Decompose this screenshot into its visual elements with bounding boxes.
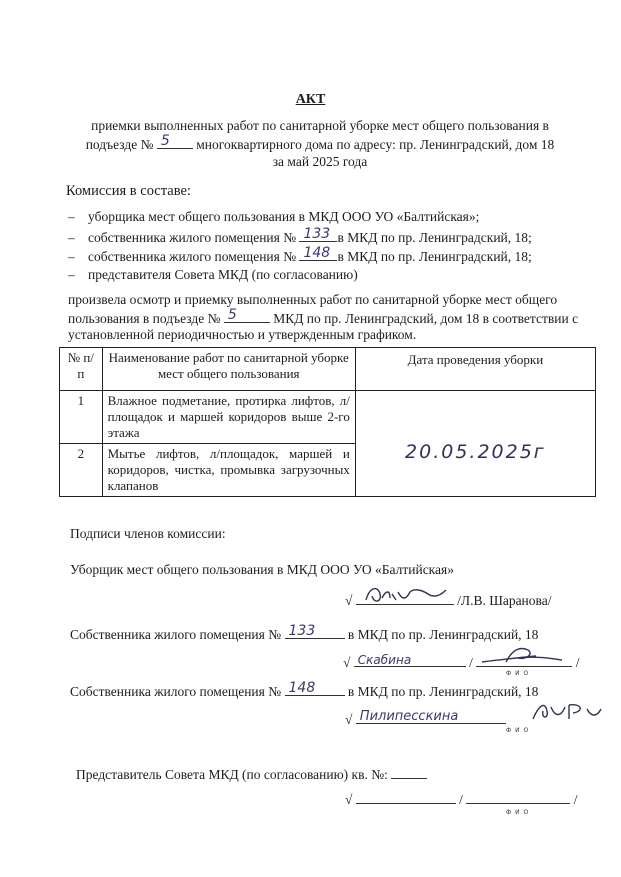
works-table — [59, 347, 596, 497]
owner1-signature-line: √ Скабина / / — [343, 652, 579, 671]
signature-scribble-icon — [356, 584, 454, 606]
commission-member-2 — [68, 226, 532, 246]
owner2-apartment-field — [285, 680, 345, 696]
inspection-address: МКД по пр. Ленинградский, дом 18 в соответствии с — [273, 311, 579, 326]
member-dash: – — [68, 209, 75, 224]
inspection-entrance-handwritten: 5 — [227, 307, 237, 323]
council-label: Представитель Совета МКД (по согласованию) кв. №: — [76, 767, 388, 782]
owner2-name-handwritten: Пилипесскина — [359, 709, 459, 724]
owner1-name-handwritten: Скабина — [357, 653, 412, 667]
owner2-apartment-handwritten: 148 — [288, 680, 316, 696]
council-apartment-field[interactable] — [391, 766, 427, 779]
cleaner-signature-field — [356, 590, 454, 605]
document-title: АКТ — [295, 92, 326, 107]
inspection-entrance-field — [224, 307, 270, 323]
fio-caption: Ф И О — [506, 670, 530, 677]
row-work-name: Мытье лифтов, л/площадок, маршей и коридоров, чистка, промывка загрузочных клапанов — [102, 444, 355, 497]
signatures-heading: Подписи членов комиссии: — [70, 526, 226, 541]
cleaner-signature-line — [345, 590, 551, 609]
check-mark: √ — [343, 655, 351, 670]
fio-caption: Ф И О — [506, 727, 530, 734]
member-label: собственника жилого помещения № — [88, 249, 297, 264]
subtitle-line-2 — [40, 133, 600, 153]
council-name-field[interactable] — [356, 791, 456, 804]
owner1-label: Собственника жилого помещения № — [70, 627, 282, 642]
owner1-name-field — [354, 652, 466, 667]
header-number: № п/п — [60, 348, 103, 391]
table-header-row — [60, 348, 596, 391]
apartment-number-field — [299, 245, 337, 261]
signature-scribble-icon — [476, 644, 572, 668]
date-cell — [355, 391, 595, 497]
member-address: в МКД по пр. Ленинградский, 18; — [337, 230, 532, 245]
owner1-apartment-field — [285, 623, 345, 639]
owner1-signature-field — [476, 652, 572, 667]
council-signature-line: √ / / — [345, 792, 578, 807]
inspection-entrance-label: пользования в подъезде № — [68, 311, 221, 326]
row-work-name: Влажное подметание, протирка лифтов, л/площадок и маршей коридоров выше 2-го этажа — [102, 391, 355, 444]
cleaner-name: /Л.В. Шаранова/ — [457, 593, 552, 608]
owner2-name-field — [356, 709, 506, 724]
member-address: в МКД по пр. Ленинградский, 18; — [337, 249, 532, 264]
subtitle-address: многоквартирного дома по адресу: пр. Ленинградский, дом 18 — [196, 137, 555, 152]
subtitle-period: за май 2025 года — [272, 154, 368, 169]
subtitle-line-1: приемки выполненных работ по санитарной уборке мест общего пользования в — [91, 118, 549, 133]
member-text: представителя Совета МКД (по согласованию) — [88, 267, 358, 282]
table-row — [60, 391, 596, 444]
apartment-number-handwritten: 133 — [303, 226, 331, 242]
inspection-line-2 — [68, 307, 579, 327]
owner2-line — [70, 680, 539, 700]
owner1-apartment-handwritten: 133 — [288, 623, 316, 639]
check-mark: √ — [345, 593, 353, 608]
member-dash: – — [68, 249, 75, 264]
inspection-line-1: произвела осмотр и приемку выполненных работ по санитарной уборке мест общего — [68, 292, 558, 307]
commission-member-4 — [68, 267, 358, 283]
check-mark: √ — [345, 712, 353, 727]
date-handwritten: 20.05.2025г — [405, 440, 546, 463]
row-number: 1 — [60, 391, 103, 444]
check-mark: √ — [345, 792, 353, 807]
row-number: 2 — [60, 444, 103, 497]
member-label: собственника жилого помещения № — [88, 230, 297, 245]
apartment-number-field — [299, 226, 337, 242]
entrance-number-field — [157, 133, 193, 149]
entrance-number-handwritten: 5 — [160, 133, 170, 149]
owner1-line — [70, 623, 539, 643]
cleaner-label: Уборщик мест общего пользования в МКД ООО УО «Балтийская» — [70, 562, 454, 577]
owner1-address: в МКД по пр. Ленинградский, 18 — [347, 627, 539, 642]
owner2-label: Собственника жилого помещения № — [70, 684, 282, 699]
apartment-number-handwritten: 148 — [303, 245, 331, 261]
owner2-signature-line — [345, 709, 506, 728]
member-dash: – — [68, 267, 75, 282]
signature-scribble-icon — [525, 697, 605, 727]
subtitle-entrance-label: подъезде № — [85, 137, 154, 152]
member-dash: – — [68, 230, 75, 245]
header-date: Дата проведения уборки — [355, 348, 595, 391]
commission-member-1 — [68, 209, 479, 225]
header-work-name: Наименование работ по санитарной уборке мест общего пользования — [102, 348, 355, 391]
fio-caption: Ф И О — [506, 809, 530, 816]
council-signature-field[interactable] — [466, 791, 570, 804]
commission-member-3 — [68, 245, 532, 265]
owner2-address: в МКД по пр. Ленинградский, 18 — [347, 684, 539, 699]
member-text: уборщика мест общего пользования в МКД ООО УО «Балтийская»; — [88, 209, 480, 224]
council-line — [76, 766, 427, 783]
inspection-line-3: установленной периодичностью и утвержденным графиком. — [68, 327, 417, 342]
commission-heading: Комиссия в составе: — [66, 183, 191, 199]
